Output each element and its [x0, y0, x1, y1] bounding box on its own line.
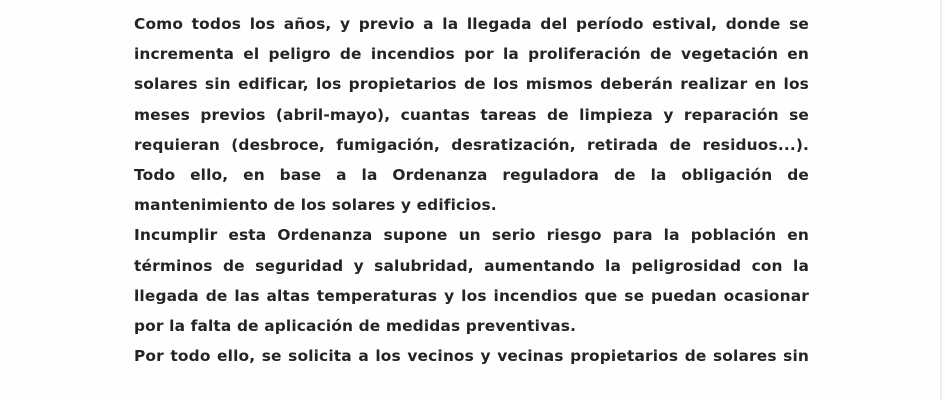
text-line: Como todos los años, y previo a la llegada del período estival, donde se	[134, 15, 809, 33]
page-edge-shadow	[940, 0, 942, 400]
paragraph-1	[134, 9, 809, 220]
text-line: llegada de las altas temperaturas y los incendios que se puedan ocasionar	[134, 286, 809, 305]
text-line: Todo ello, en base a la Ordenanza reguladora de la obligación de	[134, 165, 809, 184]
paragraph-2	[134, 220, 809, 341]
text-line: Incumplir esta Ordenanza supone un serio riesgo para la población en	[134, 226, 809, 245]
text-line: mantenimiento de los solares y edificios.	[134, 196, 497, 215]
text-line: solares sin edificar, los propietarios de los mismos deberán realizar en los	[134, 75, 809, 94]
body-text	[134, 9, 809, 371]
text-line: Por todo ello, se solicita a los vecinos y vecinas propietarios de solares sin	[134, 347, 809, 366]
text-line: por la falta de aplicación de medidas preventivas.	[134, 316, 577, 335]
paragraph-3	[134, 341, 809, 371]
text-line: incrementa el peligro de incendios por la proliferación de vegetación en	[134, 45, 809, 64]
text-line: meses previos (abril-mayo), cuantas tareas de limpieza y reparación se	[134, 105, 809, 124]
text-line: términos de seguridad y salubridad, aumentando la peligrosidad con la	[134, 256, 809, 275]
text-line: requieran (desbroce, fumigación, desratización, retirada de residuos...).	[134, 135, 809, 154]
